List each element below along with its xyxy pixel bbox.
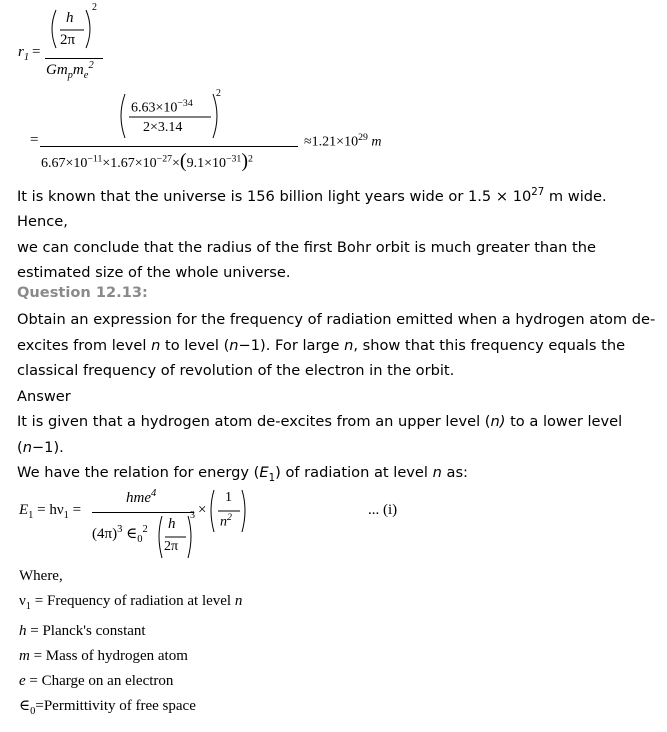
eq2-num-bottom: 2×3.14 [143,120,183,135]
eq2-num-top: $6.63\times 10^{-34}$ [131,98,193,116]
equation-energy [0,482,420,562]
eq3-numerator: hme$^4$ [126,488,157,506]
eq1-exp: 2 [92,2,97,13]
eq2-result: $\approx 1.21\times 10^{29}$ m [304,132,382,150]
eq3-den-pow: 3 [190,510,195,521]
answer-line1: It is given that a hydrogen atom de-excites from an upper level (n) to a lower level [17,413,623,430]
eq1-num-h: h [66,10,74,26]
answer-line2: (n−1). [17,438,64,456]
para1-line1: It is known that the universe is 156 billion light years wide or $1.5 \times 10^{27}$ m wide. Hence, [17,187,607,231]
eq3-label: ... (i) [368,502,398,518]
answer-label: Answer [17,387,71,405]
eq2-denominator: $6.67\times 10^{-11}\times 1.67\times 10^{-27}\times(9.1\times 10^{-31})^2$ [41,150,253,172]
eq1-lhs: $r_1$ [18,44,30,63]
where-item: h = Planck's constant [19,623,146,639]
question-line1: Obtain an expression for the frequency of radiation emitted when a hydrogen atom de- [17,311,656,328]
eq3-fraction-bar [92,512,194,513]
eq3-lhs: $E_1 = h\nu_1$ = [19,502,82,521]
where-item: e = Charge on an electron [19,673,174,689]
where-title: Where, [19,568,63,584]
equation-r1 [0,0,200,90]
where-item: m = Mass of hydrogen atom [19,648,188,664]
eq3-den-h: h [168,516,176,532]
eq2-num-exp: 2 [216,88,221,99]
where-item: $\in_0=Permittivity$ of free space [19,698,196,717]
eq1-equals: = [32,44,41,60]
question-line2: excites from level n to level (n−1). For large n, show that this frequency equals the [17,336,626,354]
eq3-frac-n: $n^2$ [220,512,232,530]
where-list [19,564,242,724]
question-line3: classical frequency of revolution of the electron in the orbit. [17,362,455,379]
where-item: $\nu_1$ = Frequency of radiation at level n [19,593,243,612]
eq1-num-2pi: 2π [60,32,76,48]
para1-line2: we can conclude that the radius of the first Bohr orbit is much greater than the [17,238,596,256]
para1-line3: estimated size of the whole universe. [17,264,291,282]
eq1-fraction-bar [45,58,103,59]
eq3-den-2pi: 2π [164,539,179,554]
universe-paragraph [17,180,657,286]
answer-line3: We have the relation for energy $(E_1)$ of radiation at level n as: [17,464,468,484]
eq3-frac-one: 1 [225,490,232,505]
eq3-times: × [198,502,207,518]
question-heading: Question 12.13: [17,284,148,301]
equation-numeric [0,88,420,173]
question-body [17,307,657,491]
eq2-equals: = [30,132,39,148]
eq2-fraction-bar [40,146,298,147]
eq3-den-a: $(4\pi)^3$ $\in_0^2$ [92,524,148,545]
eq1-denominator: $Gm_pm_e^2$ [46,60,94,81]
eq1-parens [46,8,106,52]
